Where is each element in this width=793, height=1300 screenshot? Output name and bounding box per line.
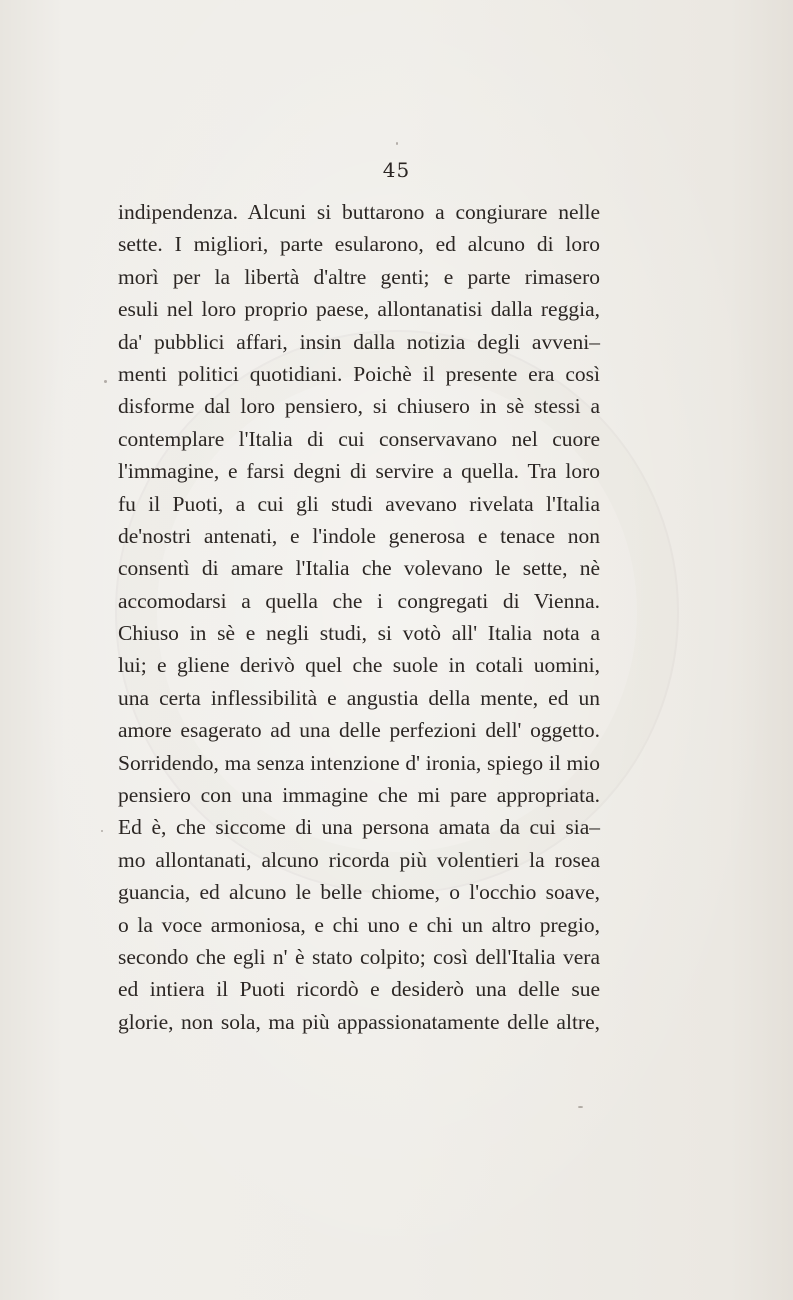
text-line: indipendenza. Alcuni si buttarono a congiurare nelle bbox=[118, 200, 600, 224]
text-line: ed intiera il Puoti ricordò e desiderò una delle sue bbox=[118, 977, 600, 1002]
text-line: da' pubblici affari, insin dalla notizia degli avveni– bbox=[118, 329, 600, 354]
paper-speck bbox=[104, 380, 107, 383]
text-line: guancia, ed alcuno le belle chiome, o l'occhio soave, bbox=[118, 880, 600, 905]
page-number: 45 bbox=[382, 158, 411, 182]
body-text bbox=[118, 196, 600, 1038]
text-line: accomodarsi a quella che i congregati di Vienna. bbox=[118, 588, 600, 613]
text-line: consentì di amare l'Italia che volevano le sette, nè bbox=[118, 556, 600, 581]
text-line: sette. I migliori, parte esularono, ed alcuno di loro bbox=[118, 232, 600, 257]
text-line: menti politici quotidiani. Poichè il presente era così bbox=[118, 361, 600, 386]
paper-speck bbox=[101, 830, 103, 832]
text-line: o la voce armoniosa, e chi uno e chi un altro pregio, bbox=[118, 912, 600, 937]
text-line: Chiuso in sè e negli studi, si votò all' Italia nota a bbox=[118, 621, 600, 646]
text-line: esuli nel loro proprio paese, allontanatisi dalla reggia, bbox=[118, 297, 600, 322]
text-line: fu il Puoti, a cui gli studi avevano rivelata l'Italia bbox=[118, 491, 600, 516]
text-line: una certa inflessibilità e angustia della mente, ed un bbox=[118, 685, 600, 710]
text-line: contemplare l'Italia di cui conservavano nel cuore bbox=[118, 426, 600, 451]
text-line: pensiero con una immagine che mi pare appropriata. bbox=[118, 783, 600, 808]
paper-speck bbox=[396, 142, 398, 145]
paper-speck bbox=[578, 1106, 583, 1108]
text-line: glorie, non sola, ma più appassionatamente delle altre, bbox=[118, 1009, 600, 1034]
text-line: l'immagine, e farsi degni di servire a quella. Tra loro bbox=[118, 459, 600, 484]
text-line: amore esagerato ad una delle perfezioni dell' oggetto. bbox=[118, 718, 600, 743]
text-line: de'nostri antenati, e l'indole generosa e tenace non bbox=[118, 523, 600, 548]
text-line: mo allontanati, alcuno ricorda più volentieri la rosea bbox=[118, 847, 600, 872]
text-line: Ed è, che siccome di una persona amata da cui sia– bbox=[118, 815, 600, 840]
text-line: lui; e gliene derivò quel che suole in cotali uomini, bbox=[118, 653, 600, 678]
text-line: secondo che egli n' è stato colpito; così dell'Italia vera bbox=[118, 944, 600, 969]
text-line: disforme dal loro pensiero, si chiusero in sè stessi a bbox=[118, 394, 600, 419]
text-line: morì per la libertà d'altre genti; e parte rimasero bbox=[118, 264, 600, 289]
text-line: Sorridendo, ma senza intenzione d' ironia, spiego il mio bbox=[118, 750, 600, 775]
